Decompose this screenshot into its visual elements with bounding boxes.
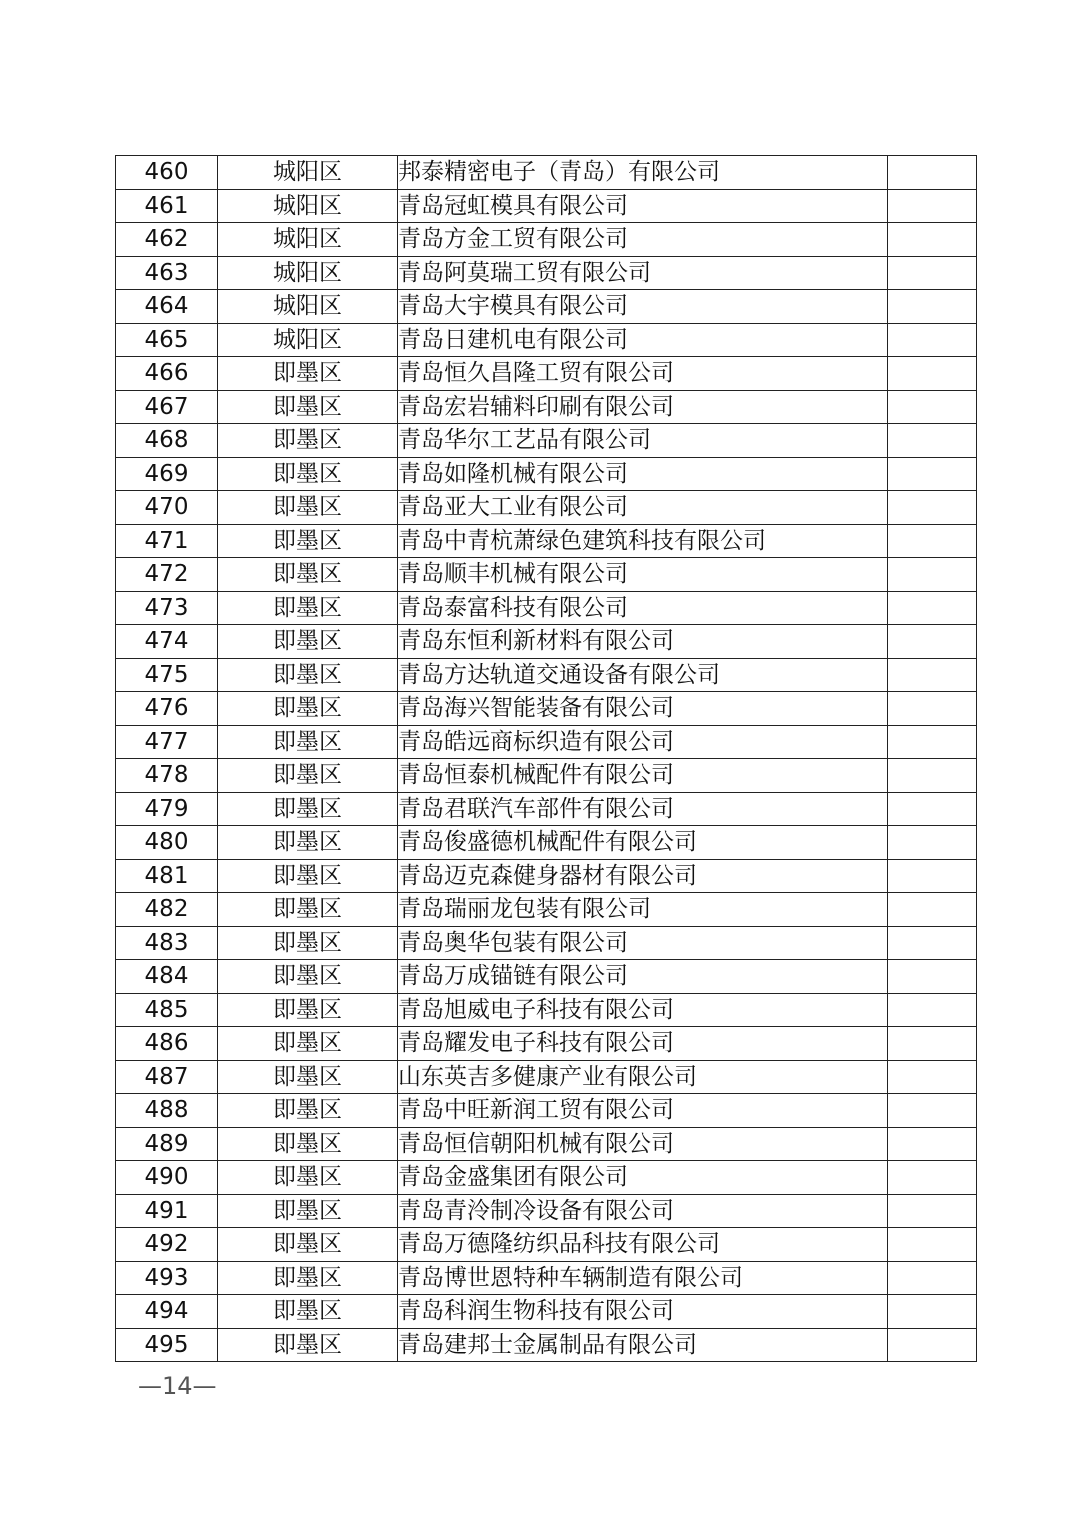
company-list-table: [115, 155, 977, 1362]
note-cell: [888, 1060, 977, 1094]
company-name-cell: 青岛科润生物科技有限公司: [398, 1295, 888, 1329]
district-cell: 即墨区: [218, 893, 398, 927]
district-cell: 即墨区: [218, 993, 398, 1027]
row-number-cell: 478: [116, 759, 218, 793]
note-cell: [888, 859, 977, 893]
company-name-cell: 青岛恒久昌隆工贸有限公司: [398, 357, 888, 391]
note-cell: [888, 658, 977, 692]
table-row: [116, 1127, 977, 1161]
note-cell: [888, 156, 977, 190]
row-number-cell: 477: [116, 725, 218, 759]
note-cell: [888, 357, 977, 391]
table-row: [116, 323, 977, 357]
note-cell: [888, 792, 977, 826]
note-cell: [888, 1328, 977, 1362]
district-cell: 即墨区: [218, 926, 398, 960]
company-name-cell: 青岛华尔工艺品有限公司: [398, 424, 888, 458]
row-number-cell: 485: [116, 993, 218, 1027]
district-cell: 即墨区: [218, 424, 398, 458]
row-number-cell: 490: [116, 1161, 218, 1195]
district-cell: 即墨区: [218, 960, 398, 994]
table-row: [116, 1161, 977, 1195]
table-row: [116, 290, 977, 324]
company-name-cell: 青岛中旺新润工贸有限公司: [398, 1094, 888, 1128]
note-cell: [888, 993, 977, 1027]
district-cell: 城阳区: [218, 189, 398, 223]
note-cell: [888, 960, 977, 994]
company-name-cell: 青岛中青杭萧绿色建筑科技有限公司: [398, 524, 888, 558]
district-cell: 即墨区: [218, 1194, 398, 1228]
row-number-cell: 484: [116, 960, 218, 994]
company-name-cell: 青岛恒信朝阳机械有限公司: [398, 1127, 888, 1161]
table-row: [116, 558, 977, 592]
company-name-cell: 青岛君联汽车部件有限公司: [398, 792, 888, 826]
table-row: [116, 926, 977, 960]
row-number-cell: 489: [116, 1127, 218, 1161]
note-cell: [888, 1094, 977, 1128]
note-cell: [888, 223, 977, 257]
row-number-cell: 483: [116, 926, 218, 960]
district-cell: 即墨区: [218, 591, 398, 625]
note-cell: [888, 1228, 977, 1262]
company-name-cell: 青岛大宇模具有限公司: [398, 290, 888, 324]
district-cell: 即墨区: [218, 1261, 398, 1295]
row-number-cell: 475: [116, 658, 218, 692]
note-cell: [888, 457, 977, 491]
table-row: [116, 1194, 977, 1228]
note-cell: [888, 323, 977, 357]
row-number-cell: 487: [116, 1060, 218, 1094]
district-cell: 即墨区: [218, 1094, 398, 1128]
company-name-cell: 青岛日建机电有限公司: [398, 323, 888, 357]
note-cell: [888, 390, 977, 424]
row-number-cell: 461: [116, 189, 218, 223]
company-name-cell: 青岛恒泰机械配件有限公司: [398, 759, 888, 793]
company-name-cell: 青岛万成锚链有限公司: [398, 960, 888, 994]
table-row: [116, 759, 977, 793]
row-number-cell: 491: [116, 1194, 218, 1228]
row-number-cell: 480: [116, 826, 218, 860]
company-name-cell: 青岛青泠制冷设备有限公司: [398, 1194, 888, 1228]
table-row: [116, 156, 977, 190]
district-cell: 即墨区: [218, 692, 398, 726]
district-cell: 即墨区: [218, 792, 398, 826]
table-row: [116, 826, 977, 860]
row-number-cell: 471: [116, 524, 218, 558]
note-cell: [888, 1161, 977, 1195]
note-cell: [888, 725, 977, 759]
note-cell: [888, 826, 977, 860]
row-number-cell: 465: [116, 323, 218, 357]
district-cell: 即墨区: [218, 1228, 398, 1262]
company-name-cell: 青岛奥华包装有限公司: [398, 926, 888, 960]
note-cell: [888, 625, 977, 659]
table-row: [116, 893, 977, 927]
district-cell: 城阳区: [218, 290, 398, 324]
table-row: [116, 658, 977, 692]
row-number-cell: 479: [116, 792, 218, 826]
table-row: [116, 524, 977, 558]
district-cell: 城阳区: [218, 223, 398, 257]
note-cell: [888, 558, 977, 592]
company-name-cell: 青岛顺丰机械有限公司: [398, 558, 888, 592]
company-name-cell: 山东英吉多健康产业有限公司: [398, 1060, 888, 1094]
company-name-cell: 青岛博世恩特种车辆制造有限公司: [398, 1261, 888, 1295]
table-row: [116, 591, 977, 625]
company-name-cell: 青岛金盛集团有限公司: [398, 1161, 888, 1195]
district-cell: 即墨区: [218, 524, 398, 558]
district-cell: 城阳区: [218, 323, 398, 357]
note-cell: [888, 491, 977, 525]
district-cell: 城阳区: [218, 156, 398, 190]
note-cell: [888, 591, 977, 625]
table-row: [116, 491, 977, 525]
row-number-cell: 494: [116, 1295, 218, 1329]
company-name-cell: 青岛方达轨道交通设备有限公司: [398, 658, 888, 692]
company-name-cell: 青岛亚大工业有限公司: [398, 491, 888, 525]
company-name-cell: 青岛皓远商标织造有限公司: [398, 725, 888, 759]
row-number-cell: 481: [116, 859, 218, 893]
row-number-cell: 466: [116, 357, 218, 391]
row-number-cell: 460: [116, 156, 218, 190]
note-cell: [888, 893, 977, 927]
row-number-cell: 468: [116, 424, 218, 458]
table-row: [116, 1060, 977, 1094]
table-row: [116, 390, 977, 424]
row-number-cell: 486: [116, 1027, 218, 1061]
row-number-cell: 493: [116, 1261, 218, 1295]
row-number-cell: 495: [116, 1328, 218, 1362]
row-number-cell: 469: [116, 457, 218, 491]
row-number-cell: 467: [116, 390, 218, 424]
district-cell: 即墨区: [218, 859, 398, 893]
row-number-cell: 488: [116, 1094, 218, 1128]
table-row: [116, 1295, 977, 1329]
company-name-cell: 青岛建邦士金属制品有限公司: [398, 1328, 888, 1362]
note-cell: [888, 524, 977, 558]
note-cell: [888, 290, 977, 324]
row-number-cell: 482: [116, 893, 218, 927]
row-number-cell: 464: [116, 290, 218, 324]
note-cell: [888, 926, 977, 960]
company-name-cell: 青岛宏岩辅料印刷有限公司: [398, 390, 888, 424]
row-number-cell: 473: [116, 591, 218, 625]
company-name-cell: 青岛万德隆纺织品科技有限公司: [398, 1228, 888, 1262]
note-cell: [888, 1027, 977, 1061]
company-name-cell: 青岛耀发电子科技有限公司: [398, 1027, 888, 1061]
page-number: —14—: [138, 1372, 217, 1400]
company-name-cell: 青岛旭威电子科技有限公司: [398, 993, 888, 1027]
district-cell: 即墨区: [218, 625, 398, 659]
row-number-cell: 472: [116, 558, 218, 592]
company-name-cell: 邦泰精密电子（青岛）有限公司: [398, 156, 888, 190]
district-cell: 即墨区: [218, 1060, 398, 1094]
district-cell: 城阳区: [218, 256, 398, 290]
row-number-cell: 462: [116, 223, 218, 257]
district-cell: 即墨区: [218, 457, 398, 491]
table-row: [116, 1261, 977, 1295]
company-name-cell: 青岛如隆机械有限公司: [398, 457, 888, 491]
district-cell: 即墨区: [218, 1295, 398, 1329]
row-number-cell: 474: [116, 625, 218, 659]
district-cell: 即墨区: [218, 558, 398, 592]
district-cell: 即墨区: [218, 357, 398, 391]
row-number-cell: 470: [116, 491, 218, 525]
company-name-cell: 青岛迈克森健身器材有限公司: [398, 859, 888, 893]
company-name-cell: 青岛冠虹模具有限公司: [398, 189, 888, 223]
district-cell: 即墨区: [218, 658, 398, 692]
table-row: [116, 457, 977, 491]
note-cell: [888, 1295, 977, 1329]
table-row: [116, 223, 977, 257]
district-cell: 即墨区: [218, 1127, 398, 1161]
company-name-cell: 青岛瑞丽龙包装有限公司: [398, 893, 888, 927]
table-row: [116, 1094, 977, 1128]
district-cell: 即墨区: [218, 826, 398, 860]
note-cell: [888, 692, 977, 726]
note-cell: [888, 759, 977, 793]
district-cell: 即墨区: [218, 491, 398, 525]
district-cell: 即墨区: [218, 1328, 398, 1362]
row-number-cell: 476: [116, 692, 218, 726]
note-cell: [888, 189, 977, 223]
table-row: [116, 189, 977, 223]
table-row: [116, 1228, 977, 1262]
table-row: [116, 256, 977, 290]
company-name-cell: 青岛泰富科技有限公司: [398, 591, 888, 625]
table-row: [116, 1027, 977, 1061]
row-number-cell: 492: [116, 1228, 218, 1262]
note-cell: [888, 256, 977, 290]
table-row: [116, 792, 977, 826]
table-row: [116, 960, 977, 994]
district-cell: 即墨区: [218, 725, 398, 759]
company-name-cell: 青岛阿莫瑞工贸有限公司: [398, 256, 888, 290]
company-name-cell: 青岛俊盛德机械配件有限公司: [398, 826, 888, 860]
company-name-cell: 青岛海兴智能装备有限公司: [398, 692, 888, 726]
district-cell: 即墨区: [218, 390, 398, 424]
district-cell: 即墨区: [218, 1161, 398, 1195]
district-cell: 即墨区: [218, 1027, 398, 1061]
table-row: [116, 692, 977, 726]
table-row: [116, 993, 977, 1027]
note-cell: [888, 1194, 977, 1228]
row-number-cell: 463: [116, 256, 218, 290]
district-cell: 即墨区: [218, 759, 398, 793]
note-cell: [888, 424, 977, 458]
table-body: [116, 156, 977, 1362]
company-name-cell: 青岛东恒利新材料有限公司: [398, 625, 888, 659]
table-row: [116, 725, 977, 759]
note-cell: [888, 1261, 977, 1295]
table-row: [116, 357, 977, 391]
table-row: [116, 1328, 977, 1362]
note-cell: [888, 1127, 977, 1161]
company-name-cell: 青岛方金工贸有限公司: [398, 223, 888, 257]
table-row: [116, 625, 977, 659]
table-row: [116, 424, 977, 458]
table-row: [116, 859, 977, 893]
